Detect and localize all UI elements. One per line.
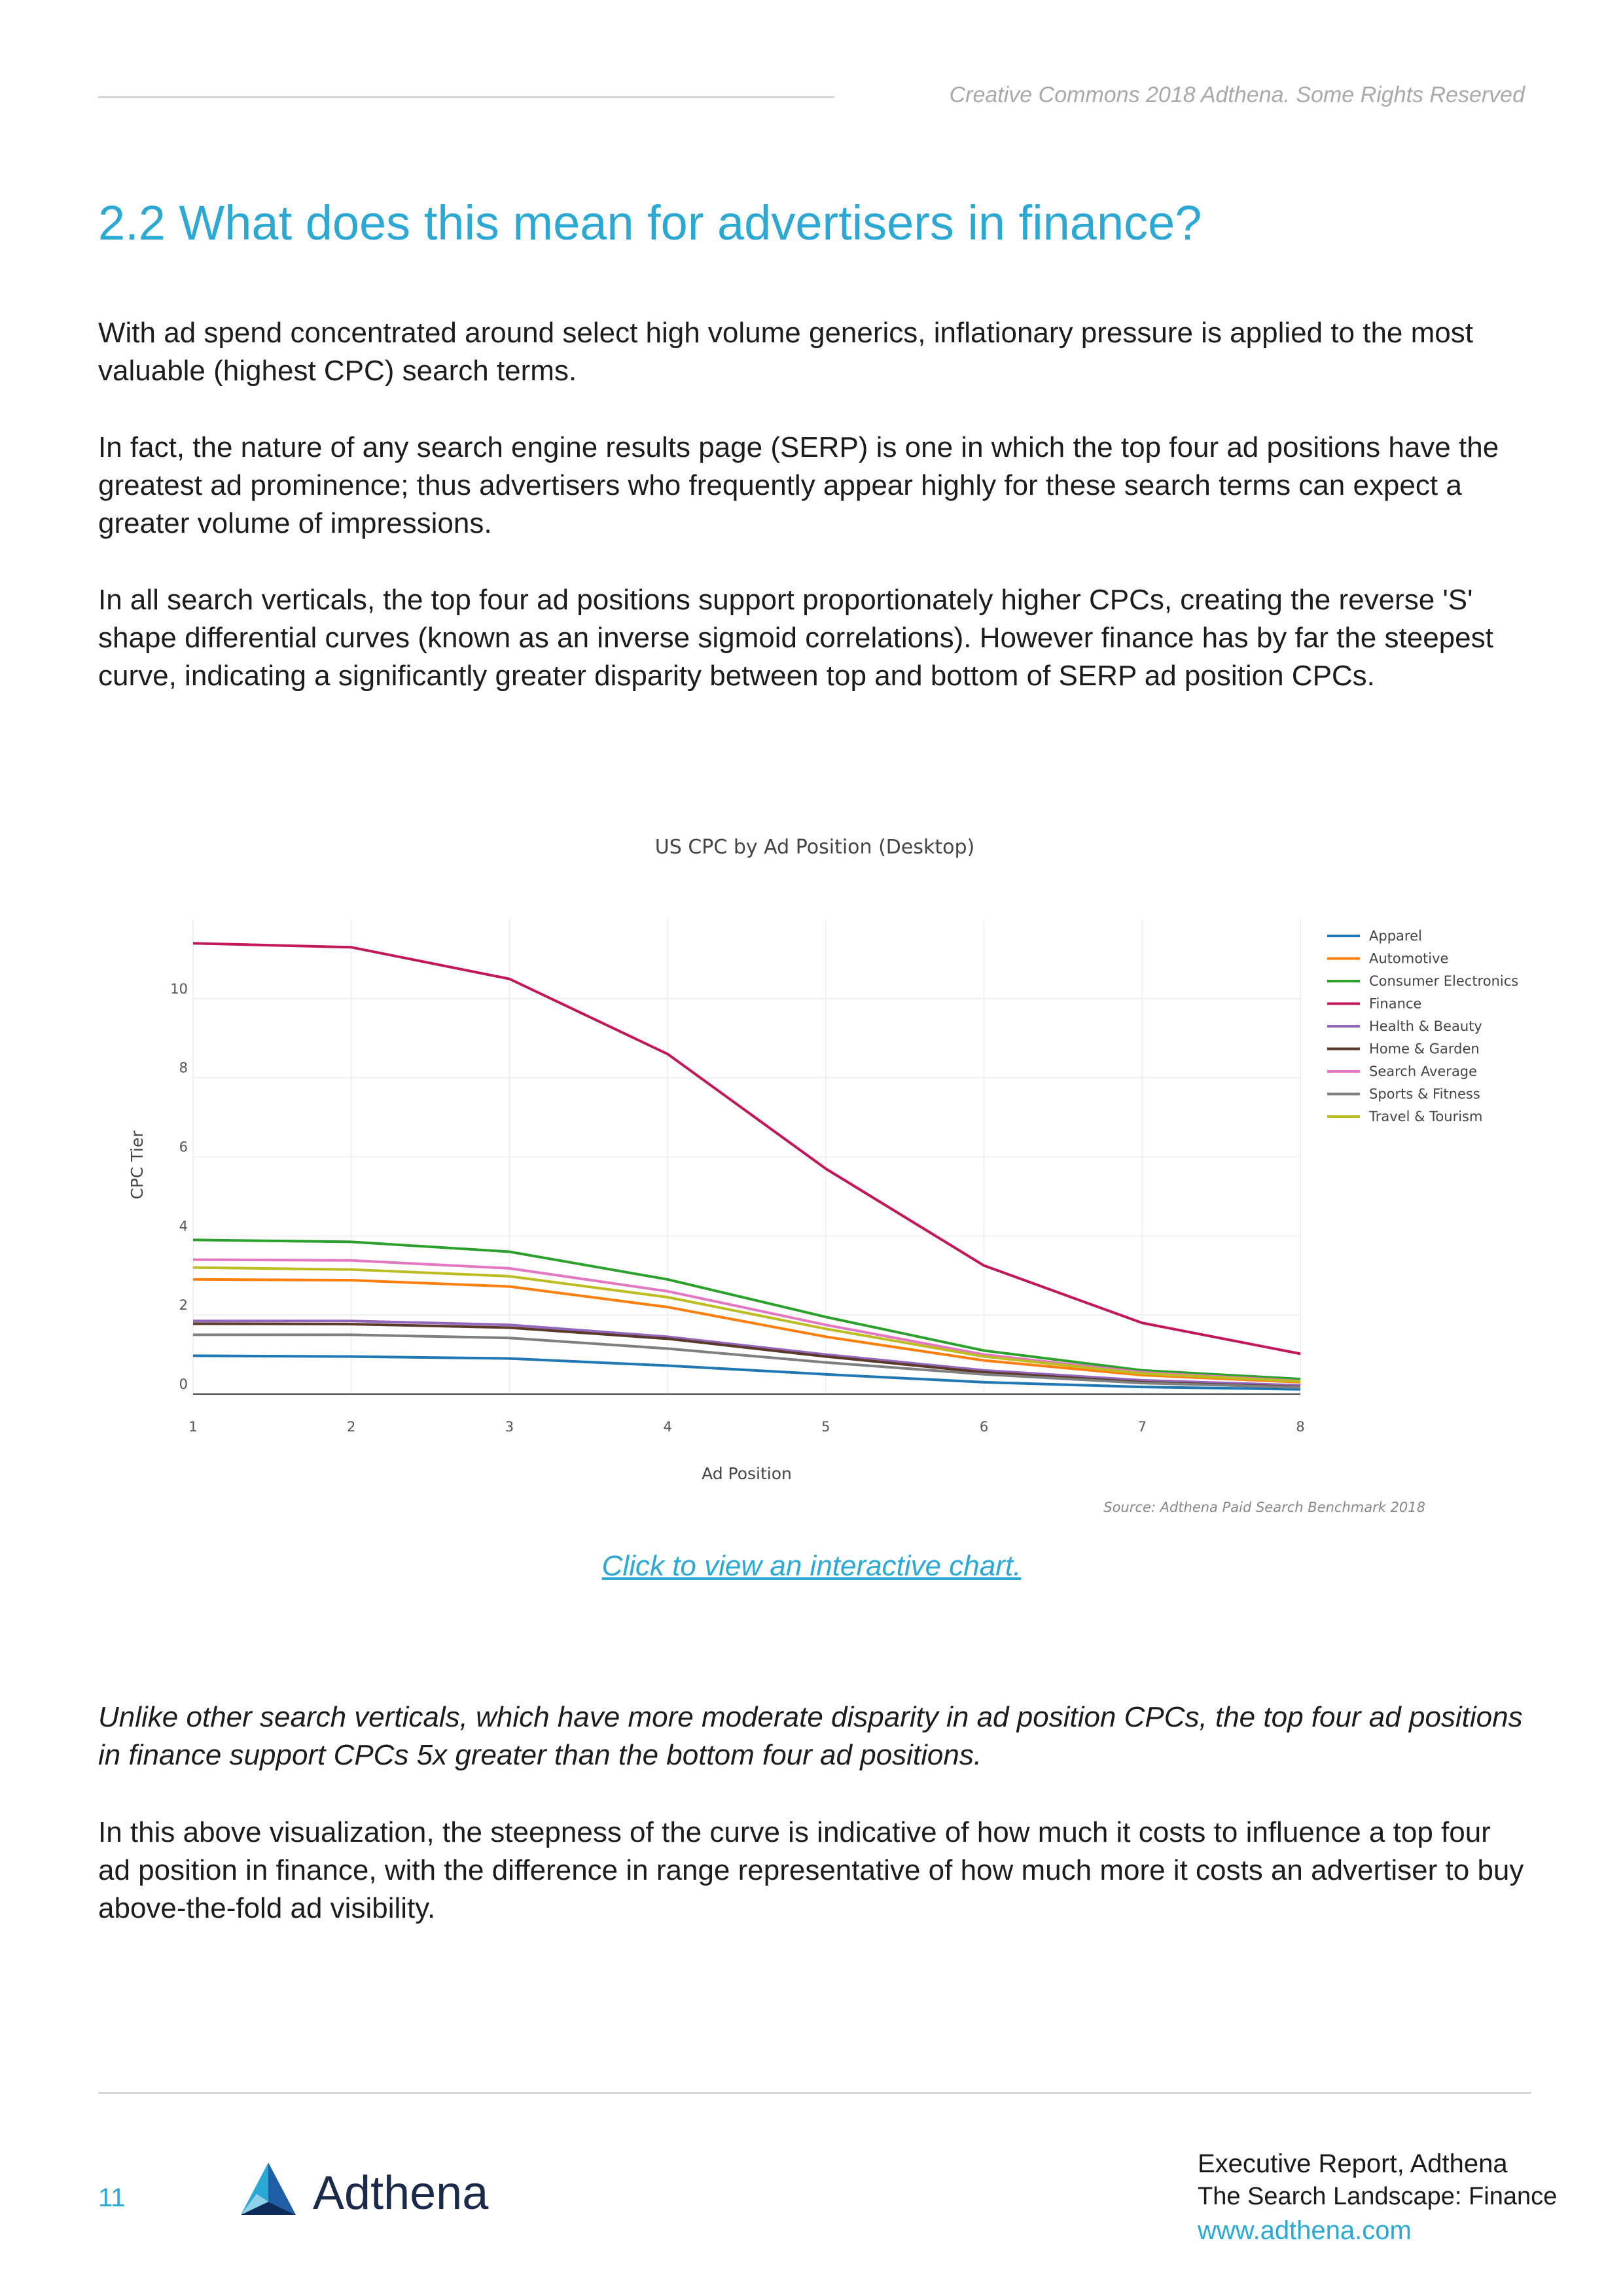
- y-tick-label: 2: [179, 1297, 188, 1314]
- x-tick-label: 2: [347, 1419, 356, 1435]
- series-line-health-beauty: [193, 1321, 1300, 1385]
- legend-label: Home & Garden: [1369, 1041, 1480, 1057]
- legend-label: Sports & Fitness: [1369, 1086, 1480, 1102]
- legend-label: Search Average: [1369, 1064, 1478, 1079]
- x-tick-label: 8: [1296, 1419, 1305, 1435]
- adthena-logo-icon: [237, 2160, 300, 2220]
- y-tick-label: 0: [179, 1376, 188, 1392]
- paragraph-3: In all search verticals, the top four ad positions support proportionately higher CPCs, creating the reverse 'S' shape differential curves (known as an inverse sigmoid correlations). However finance has by far the steepest curve, indicating a significantly greater disparity between top and bottom of SERP ad position CPCs.: [98, 584, 1493, 692]
- legend-label: Travel & Tourism: [1369, 1109, 1483, 1124]
- x-tick-label: 4: [663, 1419, 672, 1435]
- x-tick-label: 5: [821, 1419, 830, 1435]
- y-tick-label: 6: [179, 1139, 188, 1155]
- legend-item[interactable]: [1327, 1041, 1480, 1057]
- chart-source: Source: Adthena Paid Search Benchmark 2018: [1103, 1499, 1425, 1515]
- legend-item[interactable]: [1327, 951, 1448, 967]
- report-title: Executive Report, Adthena: [1198, 2149, 1508, 2178]
- x-tick-label: 7: [1137, 1419, 1147, 1435]
- y-tick-label: 10: [170, 980, 188, 997]
- legend-label: Finance: [1369, 996, 1422, 1012]
- x-tick-label: 6: [979, 1419, 989, 1435]
- x-tick-label: 3: [505, 1419, 514, 1435]
- y-tick-label: 8: [179, 1060, 188, 1076]
- x-axis-label: Ad Position: [702, 1464, 792, 1483]
- cpc-line-chart: [98, 812, 1531, 1532]
- legend-label: Apparel: [1369, 928, 1422, 944]
- series-line-automotive: [193, 1280, 1300, 1382]
- legend-label: Health & Beauty: [1369, 1018, 1482, 1034]
- legend-item[interactable]: [1327, 1086, 1480, 1102]
- series-line-finance: [193, 943, 1300, 1354]
- section-title: 2.2 What does this mean for advertisers in finance?: [98, 196, 1202, 250]
- legend-label: Consumer Electronics: [1369, 973, 1519, 989]
- paragraph-2: In fact, the nature of any search engine results page (SERP) is one in which the top four ad positions have the greatest ad prominence; thus advertisers who frequently appear highly for these search terms can expect a greater volume of impressions.: [98, 431, 1499, 539]
- footer-divider: [98, 2092, 1531, 2094]
- paragraph-1: With ad spend concentrated around select high volume generics, inflationary pressure is applied to the most valuable (highest CPC) search terms.: [98, 317, 1473, 387]
- paragraph-4: In this above visualization, the steepness of the curve is indicative of how much it costs to influence a top four ad position in finance, with the difference in range representative of how much more it costs an advertiser to buy above-the-fold ad visibility.: [98, 1816, 1524, 1924]
- page-number: 11: [98, 2183, 126, 2212]
- header-divider: [98, 96, 834, 98]
- legend-item[interactable]: [1327, 996, 1421, 1012]
- legend-item[interactable]: [1327, 1109, 1482, 1124]
- legend-item[interactable]: [1327, 1018, 1482, 1034]
- y-tick-label: 4: [179, 1218, 188, 1234]
- interactive-chart-link[interactable]: Click to view an interactive chart.: [601, 1550, 1022, 1582]
- legend-item[interactable]: [1327, 928, 1422, 944]
- legend-item[interactable]: [1327, 973, 1518, 989]
- legend-label: Automotive: [1369, 950, 1449, 967]
- paragraph-italic: Unlike other search verticals, which have more moderate disparity in ad position CPCs, the top four ad positions in finance support CPCs 5x greater than the bottom four ad positions.: [98, 1701, 1523, 1771]
- legend-item[interactable]: [1327, 1064, 1477, 1079]
- report-subtitle: The Search Landscape: Finance: [1198, 2183, 1558, 2210]
- chart-title: US CPC by Ad Position (Desktop): [654, 836, 975, 859]
- website-link[interactable]: www.adthena.com: [1198, 2216, 1412, 2245]
- y-axis-label: CPC Tier: [128, 1130, 147, 1200]
- x-tick-label: 1: [188, 1419, 198, 1435]
- copyright-notice: Creative Commons 2018 Adthena. Some Rights Reserved: [949, 82, 1525, 107]
- brand-name: Adthena: [313, 2167, 489, 2219]
